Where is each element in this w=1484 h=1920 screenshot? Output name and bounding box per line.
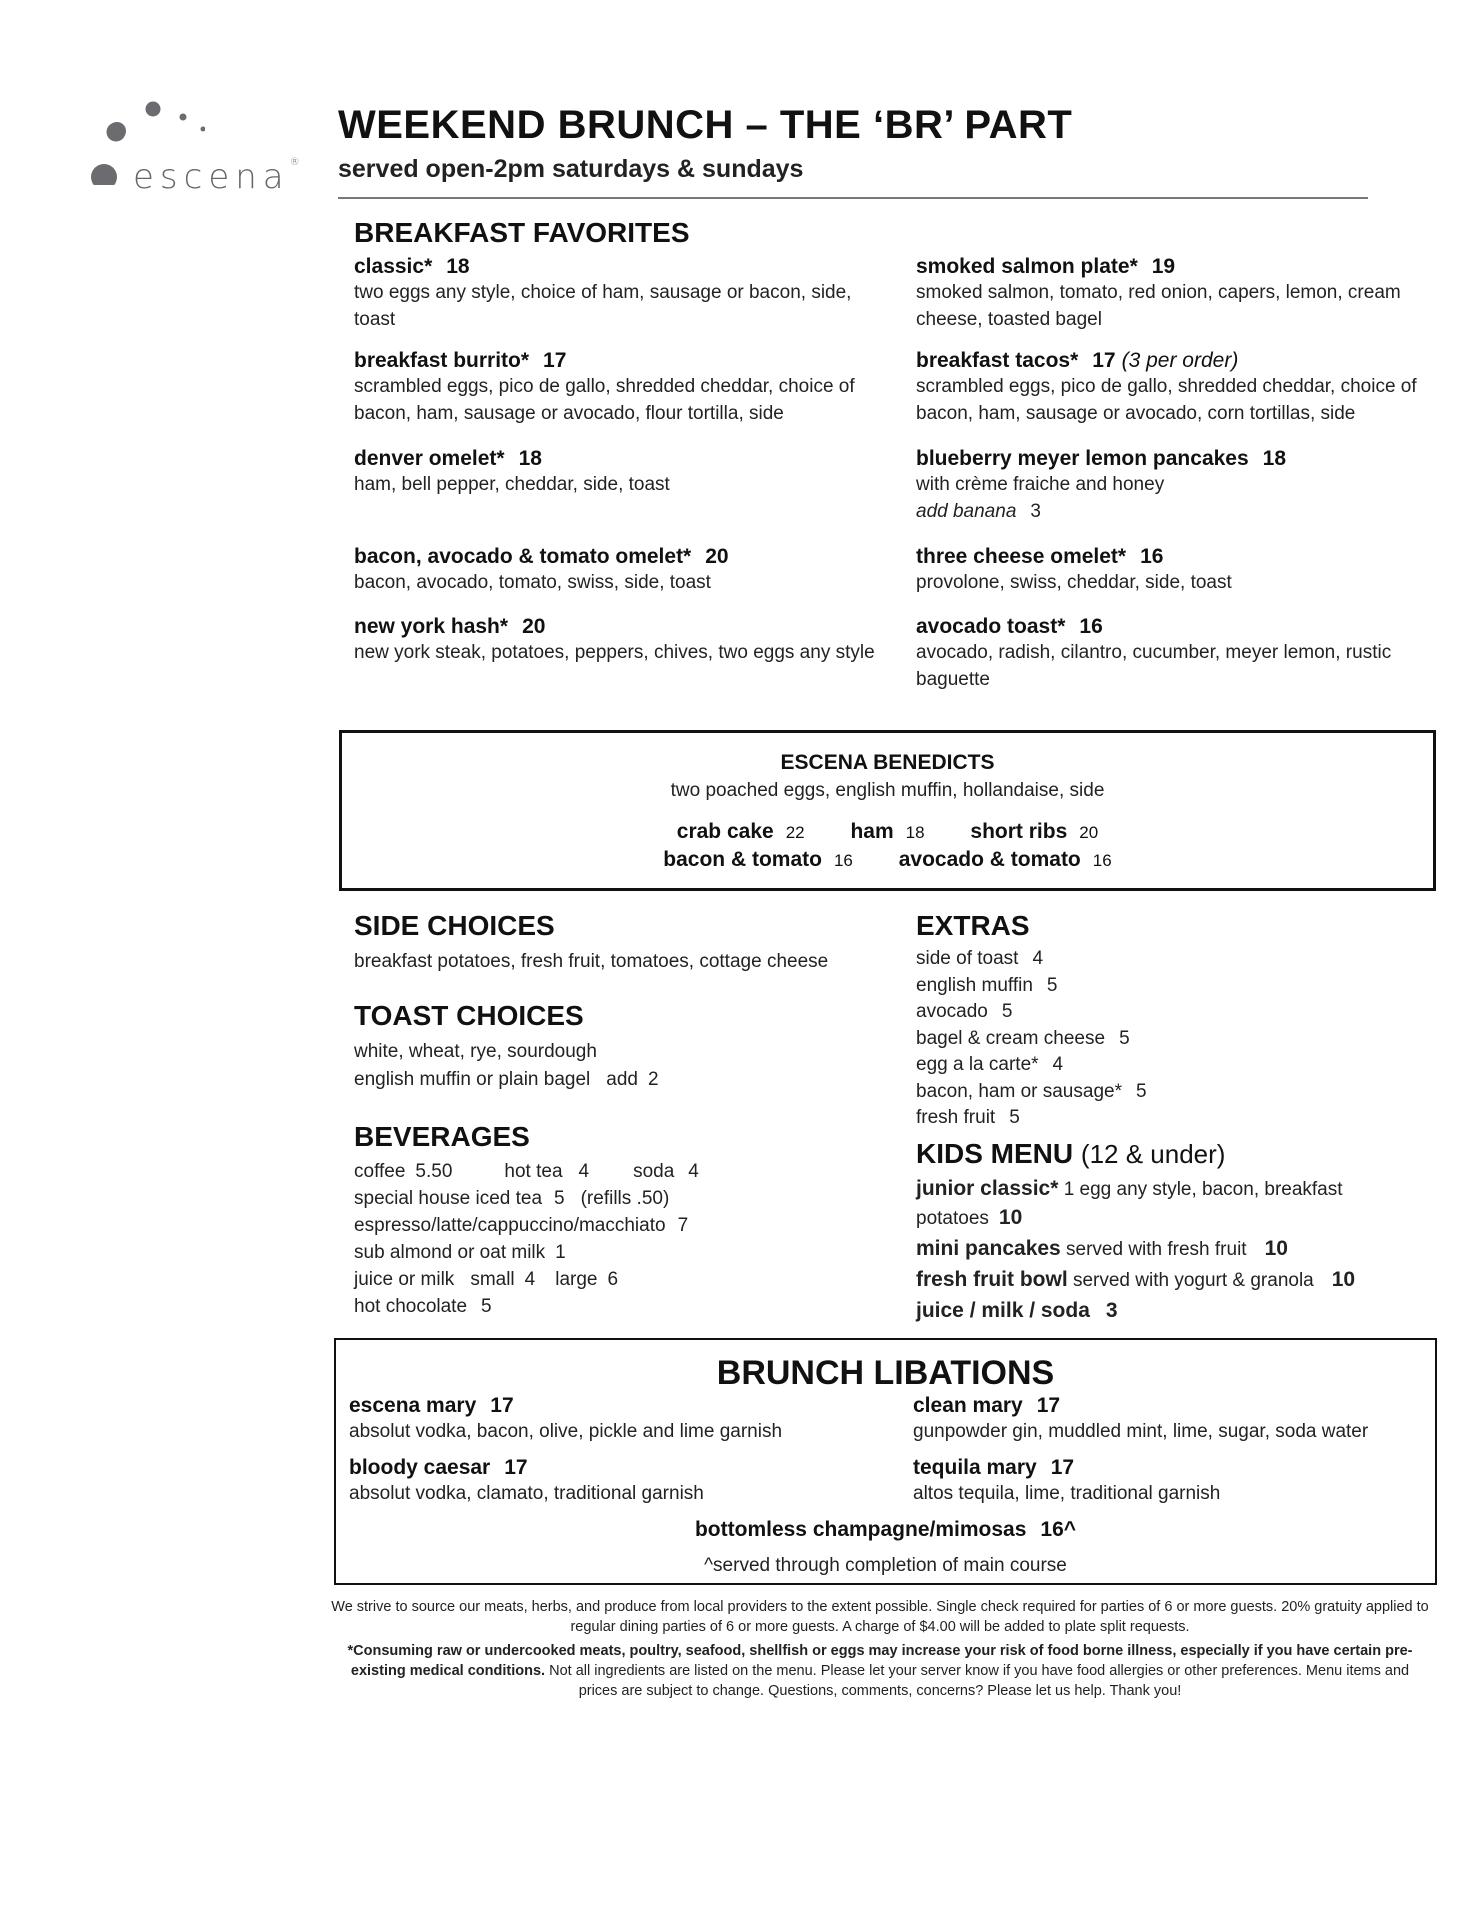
item-desc: avocado, radish, cilantro, cucumber, meyer lemon, rustic baguette	[916, 642, 1392, 690]
kids-item: fresh fruit bowl served with yogurt & granola 10	[916, 1268, 1356, 1291]
libation-item: clean mary 17 gunpowder gin, muddled mint, lime, sugar, soda water	[913, 1394, 1369, 1442]
item-desc: with crème fraiche and honey	[916, 474, 1165, 495]
footer-sourcing: We strive to source our meats, herbs, and produce from local providers to the extent possible. Single check required for parties of 6 or more guests. 20% gratuity applied to regular dining parties of 6 or more guests. A charge of $4.00 will be added to plate split requests.	[331, 1599, 1429, 1635]
sides-text: breakfast potatoes, fresh fruit, tomatoes, cottage cheese	[354, 951, 829, 972]
extras-item: fresh fruit 5	[916, 1107, 1020, 1128]
extras-item: bacon, ham or sausage* 5	[916, 1080, 1147, 1102]
menu-item	[354, 255, 894, 333]
page-subtitle: served open-2pm saturdays & sundays	[338, 155, 804, 183]
menu-item	[354, 447, 894, 498]
item-desc: smoked salmon, tomato, red onion, capers, lemon, cream cheese, toasted bagel	[916, 282, 1401, 330]
kids-item: mini pancakes served with fresh fruit 10	[916, 1237, 1288, 1260]
item-addon: add banana 3	[916, 501, 1041, 522]
benedicts-heading: ESCENA BENEDICTS	[780, 751, 995, 774]
menu-item	[354, 545, 894, 596]
item-title: new york hash* 20	[354, 615, 546, 638]
bottomless-line: bottomless champagne/mimosas 16^	[694, 1518, 1077, 1541]
extras-item: egg a la carte* 4	[916, 1054, 1064, 1075]
beverage-row: sub almond or oat milk 1	[354, 1242, 566, 1263]
breakfast-heading: BREAKFAST FAVORITES	[354, 217, 690, 248]
libation-item: bloody caesar 17 absolut vodka, clamato, traditional garnish	[349, 1456, 704, 1504]
item-title: breakfast burrito* 17	[354, 349, 567, 372]
extras-list	[916, 946, 1147, 1132]
benedicts-row-2: bacon & tomato 16 avocado & tomato 16	[663, 848, 1112, 871]
libations-heading: BRUNCH LIBATIONS	[716, 1354, 1055, 1392]
beverage-row: espresso/latte/cappuccino/macchiato 7	[354, 1215, 689, 1236]
beverages-list	[354, 1158, 699, 1320]
extras-item: side of toast 4	[916, 948, 1044, 969]
menu-item	[916, 545, 1436, 596]
item-title: three cheese omelet* 16	[916, 545, 1164, 568]
item-title: breakfast tacos* 17 (3 per order)	[916, 349, 1239, 372]
extras-heading: EXTRAS	[916, 910, 1030, 941]
menu-item	[916, 255, 1436, 333]
libation-item: tequila mary 17 altos tequila, lime, traditional garnish	[913, 1456, 1221, 1504]
menu-item	[916, 447, 1436, 525]
toast-heading: TOAST CHOICES	[354, 1000, 584, 1031]
benedicts-box	[339, 730, 1436, 891]
beverage-row: hot chocolate 5	[354, 1296, 492, 1317]
menu-item	[354, 349, 894, 427]
item-desc: provolone, swiss, cheddar, side, toast	[916, 572, 1232, 593]
item-title: classic* 18	[354, 255, 470, 278]
escena-logo	[85, 95, 300, 205]
item-desc: scrambled eggs, pico de gallo, shredded cheddar, choice of bacon, ham, sausage or avocado, flour tortilla, side	[354, 376, 855, 424]
footer-disclaimer: *Consuming raw or undercooked meats, poultry, seafood, shellfish or eggs may increase your risk of food borne illness, especially if you have certain pre-existing medical conditions. Not all ingredients are listed on the menu. Please let your server know if you have food allergies or other preferences. Menu items and prices are subject to change. Questions, comments, concerns? Please let us help. Thank you!	[347, 1643, 1413, 1699]
bottomless-note: ^served through completion of main course	[704, 1555, 1067, 1576]
libation-item: escena mary 17 absolut vodka, bacon, olive, pickle and lime garnish	[349, 1394, 783, 1442]
item-desc: ham, bell pepper, cheddar, side, toast	[354, 474, 670, 495]
item-title: denver omelet* 18	[354, 447, 542, 470]
kids-item: juice / milk / soda 3	[916, 1299, 1118, 1322]
menu-item	[916, 349, 1436, 427]
beverages-heading: BEVERAGES	[354, 1121, 530, 1152]
benedicts-row-1: crab cake 22 ham 18 short ribs 20	[676, 820, 1099, 843]
kids-heading: KIDS MENU (12 & under)	[916, 1138, 1226, 1169]
logo-wordmark: escena®	[133, 157, 300, 197]
item-desc: two eggs any style, choice of ham, sausage or bacon, side, toast	[354, 282, 852, 330]
beverage-row: juice or milk small 4 large 6	[354, 1269, 619, 1290]
extras-item: avocado 5	[916, 1001, 1013, 1022]
item-title: smoked salmon plate* 19	[916, 255, 1176, 278]
header-divider	[338, 197, 1368, 199]
item-title: avocado toast* 16	[916, 615, 1103, 638]
item-title: bacon, avocado & tomato omelet* 20	[354, 545, 729, 568]
item-desc: scrambled eggs, pico de gallo, shredded cheddar, choice of bacon, ham, sausage or avocado, corn tortillas, side	[916, 376, 1417, 424]
beverage-row: special house iced tea 5 (refills .50)	[354, 1188, 670, 1209]
benedicts-desc: two poached eggs, english muffin, hollandaise, side	[670, 780, 1105, 801]
toast-line-2: english muffin or plain bagel add 2	[354, 1069, 659, 1090]
item-desc: new york steak, potatoes, peppers, chives, two eggs any style	[354, 642, 875, 663]
menu-item	[916, 615, 1436, 693]
extras-item: english muffin 5	[916, 974, 1058, 996]
toast-line-1: white, wheat, rye, sourdough	[354, 1041, 597, 1062]
kids-item: junior classic* 1 egg any style, bacon, breakfast	[916, 1177, 1343, 1200]
menu-item	[354, 615, 894, 666]
page-title: WEEKEND BRUNCH – THE ‘BR’ PART	[338, 103, 1073, 147]
item-desc: bacon, avocado, tomato, swiss, side, toast	[354, 572, 711, 593]
item-title: blueberry meyer lemon pancakes 18	[916, 447, 1287, 470]
kids-list	[916, 1175, 1436, 1327]
kids-item: potatoes 10	[916, 1206, 1023, 1229]
beverage-row: coffee 5.50 hot tea 4 soda 4	[354, 1161, 699, 1182]
extras-item: bagel & cream cheese 5	[916, 1027, 1130, 1049]
sides-heading: SIDE CHOICES	[354, 910, 555, 941]
